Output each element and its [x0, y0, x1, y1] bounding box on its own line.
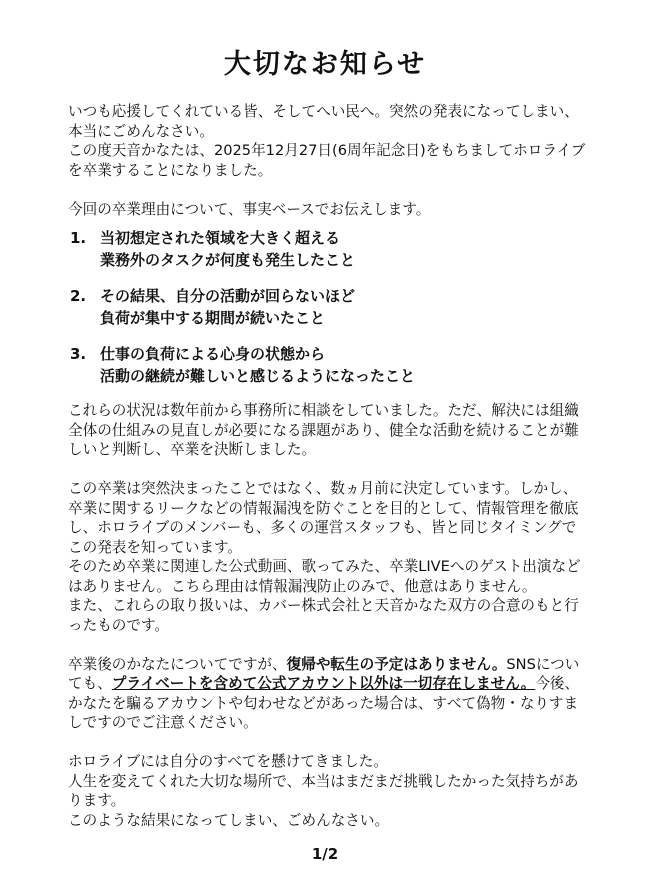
- reason-number: 1.: [70, 229, 87, 247]
- after-graduation-paragraph: [68, 655, 588, 733]
- announcement-paragraph: この度天音かなたは、2025年12月27日(6周年記念日)をもちましてホロライブを卒業することになりました。: [68, 142, 586, 179]
- agreement-paragraph: また、これらの取り扱いは、カバー株式会社と天音かなた双方の合意のもと行ったものです。: [68, 597, 579, 634]
- consult-paragraph: これらの状況は数年前から事務所に相談をしていました。ただ、解決には組織全体の仕組みの見直しが必要になる課題があり、健全な活動を続けることが難しいと判断し、卒業を決断しました。: [68, 402, 579, 458]
- list-item: [70, 227, 588, 271]
- page-number: 1/2: [311, 845, 339, 863]
- reasons-intro: 今回の卒業理由について、事実ベースでお伝えします。: [68, 200, 431, 218]
- no-return-notice: 復帰や転生の予定はありません。: [286, 655, 507, 673]
- closing-line-2: 人生を変えてくれた大切な場所で、本当はまだまだ挑戦したかった気持ちがあります。: [68, 772, 579, 809]
- notice-body: [68, 102, 588, 830]
- reason-text: 仕事の負荷による心身の状態から 活動の継続が難しいと感じるようになったこと: [100, 345, 416, 385]
- page-title: 大切なお知らせ: [223, 49, 427, 80]
- list-item: [70, 343, 588, 387]
- video-paragraph: そのため卒業に関連した公式動画、歌ってみた、卒業LIVEへのゲスト出演などはありません。こちら理由は情報漏洩防止のみで、他意はありません。: [68, 558, 581, 595]
- reason-number: 3.: [70, 345, 87, 363]
- reason-text: 当初想定された領域を大きく超える 業務外のタスクが何度も発生したこと: [100, 229, 356, 269]
- after-post: 今後、かなたを騙るアカウントや匂わせなどがあった場合は、すべて偽物・なりすましですのでご注意ください。: [68, 675, 580, 731]
- after-mid: SNSについても、: [68, 655, 580, 692]
- intro-paragraph: いつも応援してくれている皆、そしてへい民へ。突然の発表になってしまい、本当にごめんなさい。: [68, 103, 579, 140]
- after-pre: 卒業後のかなたについてですが、: [68, 655, 287, 673]
- closing-line-1: ホロライブには自分のすべてを懸けてきました。: [68, 753, 388, 770]
- reason-text: その結果、自分の活動が回らないほど 負荷が集中する期間が続いたこと: [100, 287, 356, 327]
- decision-paragraph: この卒業は突然決まったことではなく、数ヵ月前に決定しています。しかし、卒業に関するリークなどの情報漏洩を防ぐことを目的として、情報管理を徹底し、ホロライブのメンバーも、多くの運営スタッフも、皆と同じタイミングでこの発表を知っています。: [68, 480, 579, 556]
- no-private-accounts-notice: プライベートを含めて公式アカウント以外は一切存在しません。: [111, 675, 536, 692]
- reason-number: 2.: [70, 287, 87, 305]
- list-item: [70, 285, 588, 329]
- reasons-list: [70, 227, 588, 387]
- closing-line-3: このような結果になってしまい、ごめんなさい。: [68, 811, 390, 829]
